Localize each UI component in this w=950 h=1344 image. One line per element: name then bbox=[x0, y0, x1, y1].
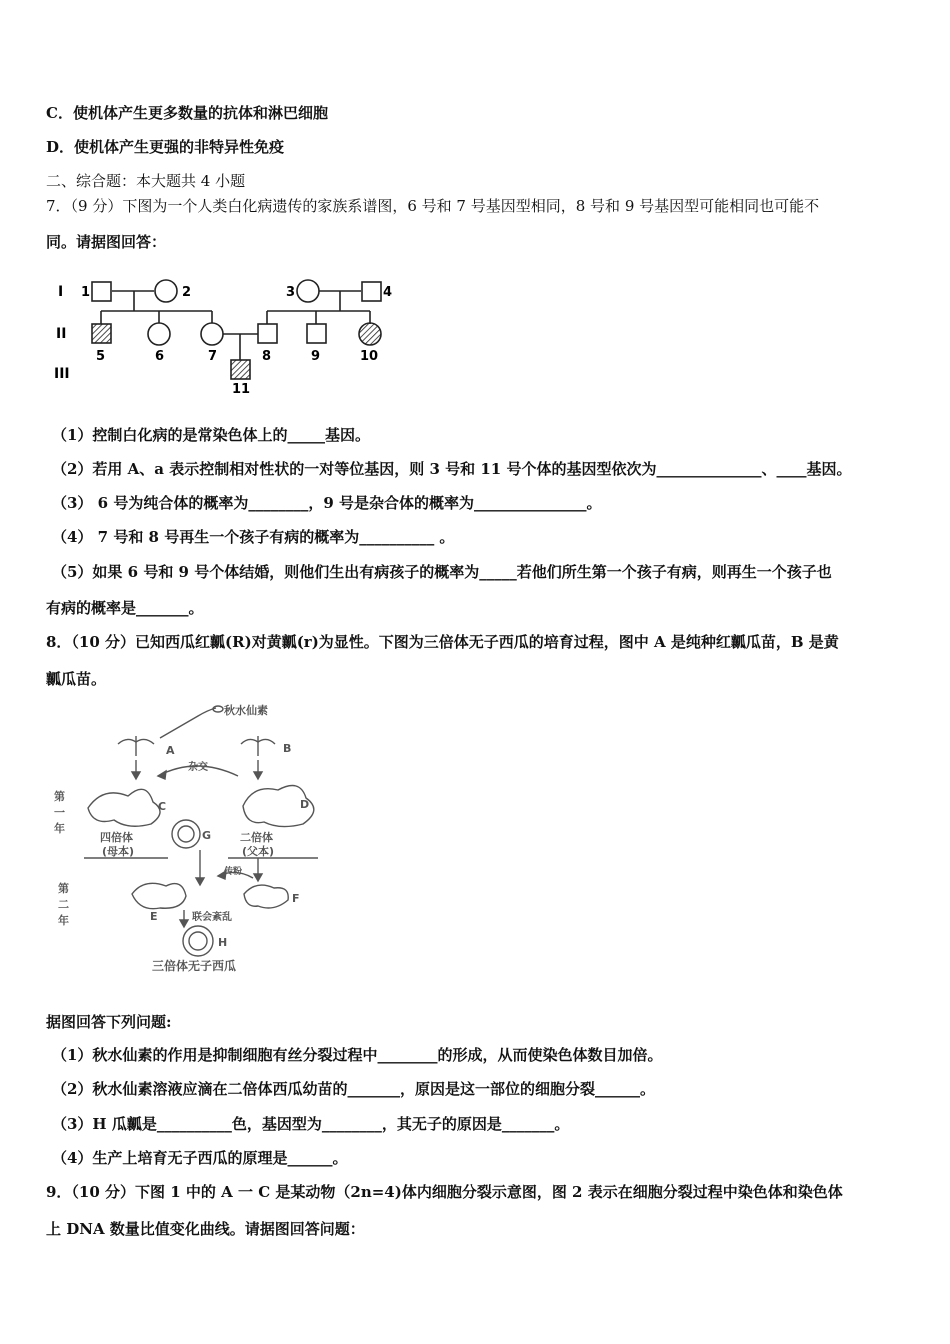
q8-sub-1: （1）秋水仙素的作用是抑制细胞有丝分裂过程中________的形成，从而使染色体数目加倍。 bbox=[52, 1046, 663, 1064]
option-c: C．使机体产生更多数量的抗体和淋巴细胞 bbox=[46, 104, 328, 122]
individual-6-label: 6 bbox=[155, 349, 165, 364]
individual-5-label: 5 bbox=[96, 349, 106, 364]
q9-intro-line-2: 上 DNA 数量比值变化曲线。请据图回答问题： bbox=[46, 1220, 365, 1238]
individual-7-label: 7 bbox=[208, 349, 218, 364]
q8-intro-line-1: 8．（10 分）已知西瓜红瓤(R)对黄瓤(r)为显性。下图为三倍体无子西瓜的培育过程，图中 A 是纯种红瓤瓜苗，B 是黄 bbox=[46, 633, 839, 651]
generation-2-label: II bbox=[56, 326, 67, 342]
label-h: H bbox=[218, 936, 228, 949]
label-a: A bbox=[166, 744, 175, 757]
q7-sub-5-line-2: 有病的概率是_______。 bbox=[46, 599, 204, 617]
individual-8-square bbox=[258, 324, 277, 343]
individual-7-circle bbox=[201, 323, 223, 345]
breeding-diagram bbox=[48, 698, 348, 978]
tetraploid-plant-icon bbox=[88, 789, 160, 826]
label-f: F bbox=[292, 892, 300, 905]
individual-1-label: 1 bbox=[81, 285, 91, 300]
q8-sub-2: （2）秋水仙素溶液应滴在二倍体西瓜幼苗的_______，原因是这一部位的细胞分裂______。 bbox=[52, 1080, 655, 1098]
plant-e-icon bbox=[132, 883, 186, 908]
individual-3-label: 3 bbox=[286, 285, 296, 300]
option-d: D．使机体产生更强的非特异性免疫 bbox=[46, 138, 285, 156]
section-heading: 二、综合题：本大题共 4 小题 bbox=[46, 172, 246, 190]
individual-2-circle bbox=[155, 280, 177, 302]
individual-11-affected-square bbox=[231, 360, 250, 379]
year-2-char-1: 第 bbox=[58, 882, 69, 895]
label-g: G bbox=[202, 829, 212, 842]
individual-9-square bbox=[307, 324, 326, 343]
label-d: D bbox=[300, 798, 310, 811]
father-label: (父本) bbox=[242, 845, 275, 858]
individual-2-label: 2 bbox=[182, 285, 192, 300]
watermelon-h-icon bbox=[183, 926, 213, 956]
synapsis-disorder-label: 联会紊乱 bbox=[192, 912, 232, 923]
individual-3-circle bbox=[297, 280, 319, 302]
q8-sub-3: （3）H 瓜瓤是__________色，基因型为________，其无子的原因是_______。 bbox=[52, 1115, 570, 1133]
individual-6-circle bbox=[148, 323, 170, 345]
individual-10-label: 10 bbox=[360, 349, 379, 364]
year-2-char-3: 年 bbox=[58, 914, 69, 927]
q7-sub-5-line-1: （5）如果 6 号和 9 号个体结婚，则他们生出有病孩子的概率为_____若他们所生第一个孩子有病，则再生一个孩子也 bbox=[52, 563, 832, 581]
q7-sub-4: （4） 7 号和 8 号再生一个孩子有病的概率为__________ 。 bbox=[52, 528, 455, 546]
q8-intro-line-2: 瓤瓜苗。 bbox=[46, 670, 107, 688]
year-2-char-2: 二 bbox=[58, 898, 69, 911]
q9-intro-line-1: 9．（10 分）下图 1 中的 A 一 C 是某动物（2n=4)体内细胞分裂示意图，图 2 表示在细胞分裂过程中染色体和染色体 bbox=[46, 1183, 843, 1201]
q7-intro-line-1: 7．（9 分）下图为一个人类白化病遗传的家族系谱图，6 号和 7 号基因型相同，8 号和 9 号基因型可能相同也可能不 bbox=[46, 197, 820, 215]
q7-sub-2: （2）若用 A、a 表示控制相对性状的一对等位基因，则 3 号和 11 号个体的基因型依次为______________、____基因。 bbox=[52, 460, 852, 478]
individual-4-label: 4 bbox=[383, 285, 393, 300]
individual-5-affected-square bbox=[92, 324, 111, 343]
q8-prompt: 据图回答下列问题: bbox=[46, 1013, 172, 1031]
watermelon-g-icon bbox=[172, 820, 200, 848]
q8-sub-4: （4）生产上培育无子西瓜的原理是______。 bbox=[52, 1149, 348, 1167]
year-1-char-3: 年 bbox=[54, 822, 65, 835]
pedigree-chart bbox=[52, 272, 402, 397]
individual-9-label: 9 bbox=[311, 349, 321, 364]
label-e: E bbox=[150, 910, 158, 923]
individual-4-square bbox=[362, 282, 381, 301]
individual-10-affected-circle bbox=[359, 323, 381, 345]
label-b: B bbox=[283, 742, 292, 755]
colchicine-label: 秋水仙素 bbox=[224, 704, 268, 717]
triploid-seedless-label: 三倍体无子西瓜 bbox=[152, 959, 237, 973]
pollinate-label: 传粉 bbox=[224, 867, 243, 877]
q7-sub-3: （3） 6 号为纯合体的概率为________，9 号是杂合体的概率为_______________。 bbox=[52, 494, 602, 512]
individual-8-label: 8 bbox=[262, 349, 272, 364]
year-1-char-2: 一 bbox=[54, 806, 65, 819]
q7-sub-1: （1）控制白化病的是常染色体上的_____基因。 bbox=[52, 426, 370, 444]
dropper-icon bbox=[160, 708, 216, 738]
tetraploid-label: 四倍体 bbox=[100, 831, 133, 844]
label-c: C bbox=[158, 800, 167, 813]
plant-f-icon bbox=[244, 885, 288, 908]
mother-label: (母本) bbox=[102, 845, 135, 858]
generation-3-label: III bbox=[54, 366, 70, 382]
individual-1-square bbox=[92, 282, 111, 301]
individual-11-label: 11 bbox=[232, 382, 251, 397]
generation-1-label: I bbox=[58, 284, 64, 300]
cross-label: 杂交 bbox=[188, 762, 208, 773]
q7-intro-line-2: 同。请据图回答： bbox=[46, 233, 167, 251]
year-1-char-1: 第 bbox=[54, 790, 65, 803]
diploid-label: 二倍体 bbox=[240, 831, 273, 844]
